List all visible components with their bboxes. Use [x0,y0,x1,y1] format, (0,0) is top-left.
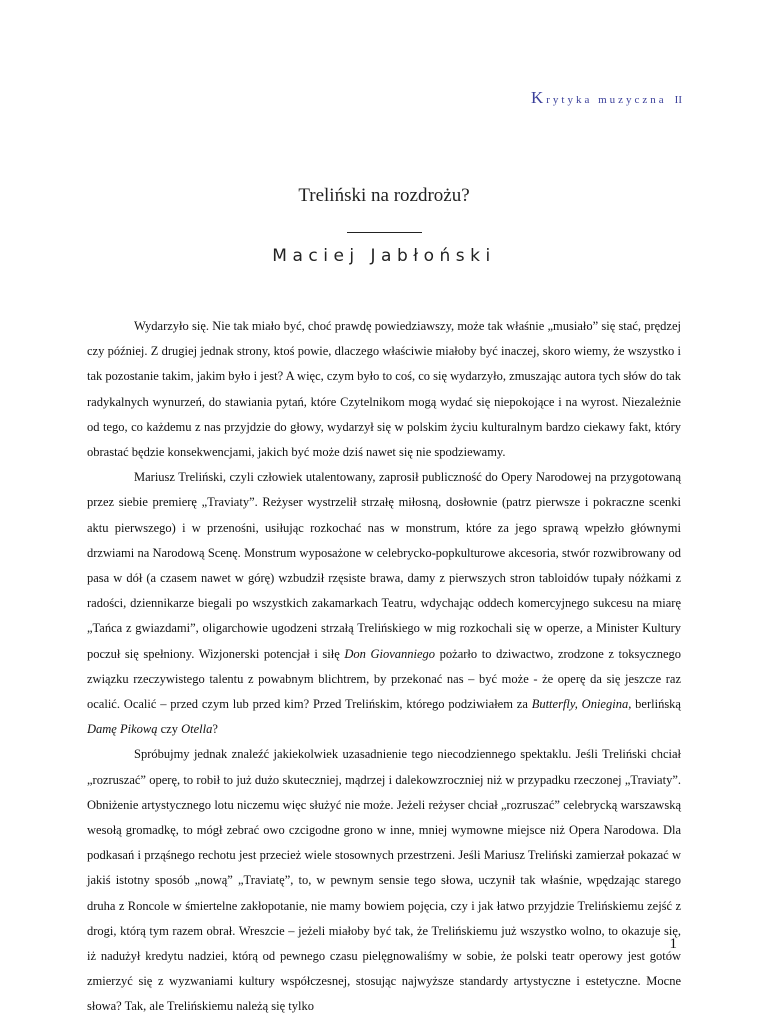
italic-title: Butterfly, Onieginа, [531,697,632,712]
italic-title: Otella [181,722,213,737]
running-header [531,88,682,108]
article-title: Treliński na rozdrożu? [298,185,470,206]
paragraph-2 [87,465,681,742]
paragraph-text: berlińską [631,697,681,712]
italic-title: Damę Pikową [87,722,158,737]
paragraph-text: pożarło to dziwactwo, zrodzone z toksycznego związku rzeczywistego talentu z powabnym blichtrem, by przekonać nas – być może - że operę da się jeszcze raz ocalić. Ocalić – przed czym lub przed kim? Przed Trelińskim, którego podziwiałem za [87,646,681,712]
paragraph-text: ? [212,722,218,737]
page-number: 1 [669,936,677,952]
article-author: Maciej Jabłoński [272,246,496,266]
header-initial: K [530,88,547,107]
paragraph-text: czy [157,722,182,737]
header-number: II [674,94,682,106]
paragraph-3 [87,742,681,1019]
article-body [87,314,681,1020]
paragraph-1 [87,314,681,465]
title-divider [347,232,422,233]
paragraph-text: Wydarzyło się. Nie tak miało być, choć prawdę powiedziawszy, może tak właśnie „musiało” się stać, prędzej czy później. Z drugiej jednak strony, ktoś powie, dlaczego właściwie miałoby być inaczej, skoro wiemy, że wszystko i tak pozostanie takim, jakim było i jest? A więc, czym było to coś, co się wydarzyło, zmuszając autora tych słów do tak radykalnych wynurzeń, do stawiania pytań, które Czytelnikom mogą wydać się niepokojące i na wyrost. Niezależnie od tego, co każdemu z nas przyjdzie do głowy, wydarzył się w polskim życiu kulturalnym bardzo ciekawy fakt, który obrastać będzie konsekwencjami, jakich być może dziś nawet się nie spodziewamy. [87,319,681,460]
paragraph-text: Spróbujmy jednak znaleźć jakiekolwiek uzasadnienie tego niecodziennego spektaklu. Jeśli Treliński chciał „rozruszać” operę, to robił to już dużo skuteczniej, mądrzej i dalekowzroczniej niż w przypadku rzeczonej „Traviaty”. Obniżenie artystycznego lotu niczemu więc służyć nie może. Jeżeli reżyser chciał „rozruszać” celebrycką warszawską wesołą gromadkę, to mógł zebrać owo czcigodne grono w inne, mniej wymowne miejsce niż Opera Narodowa. Dla podkasań i prząśnego rechotu jest przecież wiele stosownych przestrzeni. Jeśli Mariusz Treliński zamierzał pokazać w jakiś istotny sposób „nową” „Traviatę”, to, w pewnym sensie tego słowa, uczynił tak właśnie, wpędzając starego druha z Roncole w śmiertelne zakłopotanie, nie mamy bowiem pojęcia, czy i jak łatwo przyjdzie Trelińskiemu zejść z drogi, którą tym razem obrał. Wreszcie – jeżeli miałoby być tak, że Trelińskiemu już wszystko wolno, to okazuje się, iż nadużył kredytu nadziei, którą od pewnego czasu pielęgnowaliśmy w sobie, że polski teatr operowy jest gotów zmierzyć się z wyzwaniami kultury współczesnej, stosując najwyższe standardy artystyczne i estetyczne. Mocne słowa? Tak, ale Trelińskiemu należą się tylko [87,747,681,1014]
header-text: rytyka muzyczna [546,94,667,106]
italic-title: Don Giovanniego [344,646,436,661]
paragraph-text: Mariusz Treliński, czyli człowiek utalentowany, zaprosił publiczność do Opery Narodowej na przygotowaną przez siebie premierę „Traviaty”. Reżyser wystrzelił strzałę miłosną, dosłownie (patrz pierwsze i pokraczne scenki aktu pierwszego) i w przenośni, usiłując rozkochać nas w monstrum, które za jego sprawą wpełzło głównymi drzwiami na Narodową Scenę. Monstrum wyposażone w celebrycko-popkulturowe akcesoria, stwór rozwibrowany od pasa w dół (a czasem nawet w górę) wzbudził rzęsiste brawa, damy z pierwszych stron tabloidów tupały nóżkami z radości, dziennikarze biegali po wszystkich zakamarkach Teatru, wdychając oddech komercyjnego sukcesu na miarę „Tańca z gwiazdami”, oligarchowie ugodzeni strzałą Trelińskiego w mig rozkochali się w operze, a Minister Kultury poczuł się spełniony. Wizjonerski potencjał i siłę [87,470,681,661]
